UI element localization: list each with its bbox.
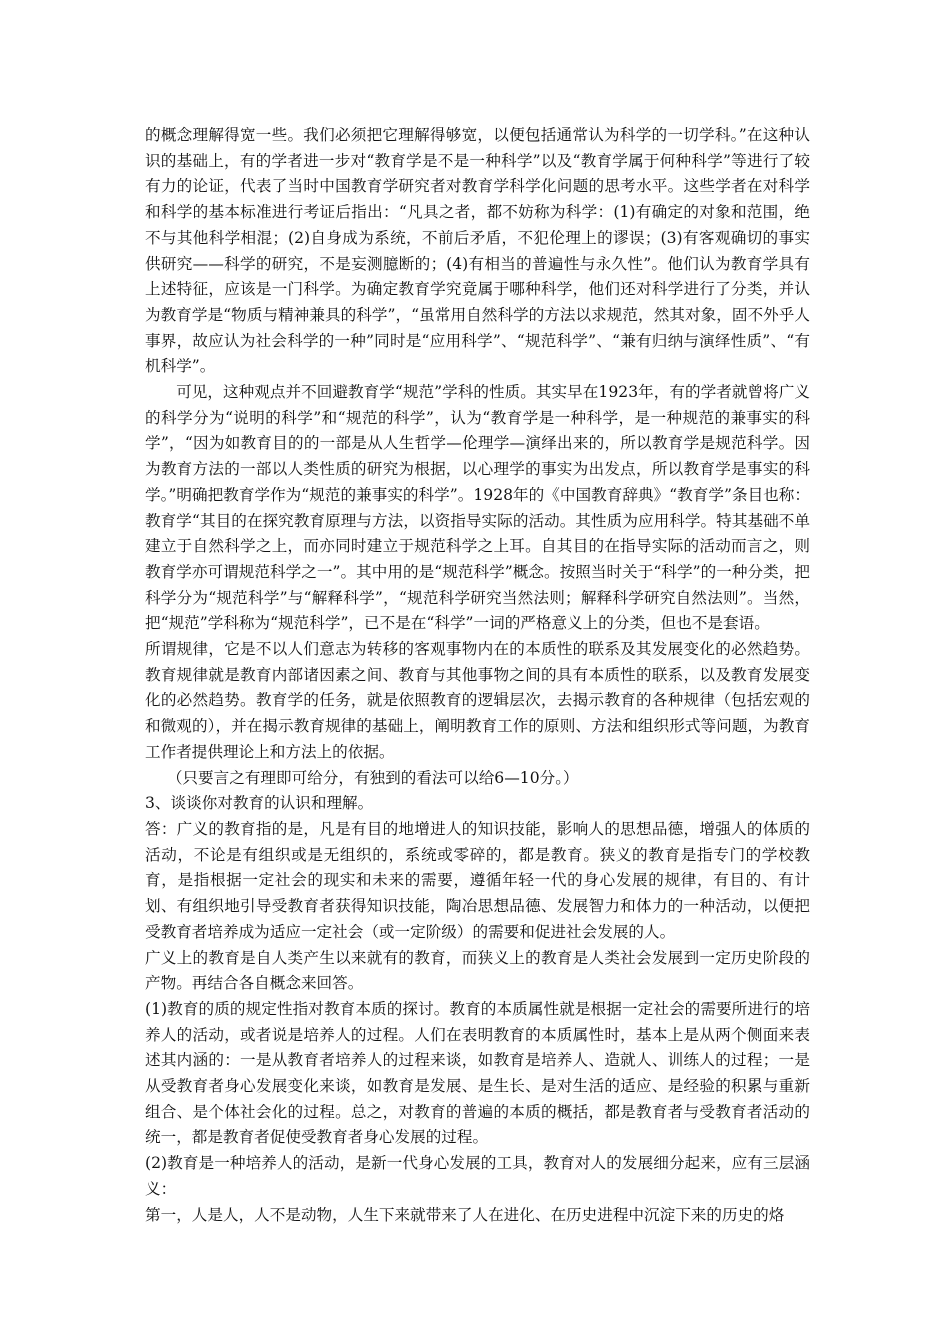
paragraph-normative-science: 可见，这种观点并不回避教育学“规范”学科的性质。其实早在1923年，有的学者就曾将广义的科学分为“说明的科学”和“规范的科学”，认为“教育学是一种科学，是一种规范的兼事实的科学”，“因为如教育目的的一部是从人生哲学—伦理学—演绎出来的，所以教育学是规范科学。因为教育方法的一部以人类性质的研究为根据，以心理学的事实为出发点，所以教育学是事实的科学。”明确把教育学作为“规范的兼事实的科学”。1928年的《中国教育辞典》“教育学”条目也称：教育学“其目的在探究教育原理与方法，以资指导实际的活动。其性质为应用科学。特其基础不单建立于自然科学之上，而亦同时建立于规范科学之上耳。自其目的在指导实际的活动而言之，则教育学亦可谓规范科学之一”。其中用的是“规范科学”概念。按照当时关于“科学”的一种分类，把科学分为“规范科学”与“解释科学”，“规范科学研究当然法则；解释科学研究自然法则”。当然，把“规范”学科称为“规范科学”，已不是在“科学”一词的严格意义上的分类，但也不是套语。 — [145, 383, 810, 633]
answer-broad-narrow-education: 答：广义的教育指的是，凡是有目的地增进人的知识技能，影响人的思想品德，增强人的体质的活动，不论是有组织或是无组织的，系统或零碎的，都是教育。狭义的教育是指专门的学校教育，是指根据一定社会的现实和未来的需要，遵循年轻一代的身心发展的规律，有目的、有计划、有组织地引导受教育者获得知识技能，陶冶思想品德、发展智力和体力的一种活动，以便把受教育者培养成为适应一定社会（或一定阶级）的需要和促进社会发展的人。 — [145, 819, 810, 941]
paragraph-science-definition: 的概念理解得宽一些。我们必须把它理解得够宽，以便包括通常认为科学的一切学科。”在这种认识的基础上，有的学者进一步对“教育学是不是一种科学”以及“教育学属于何种科学”等进行了较有力的论证，代表了当时中国教育学研究者对教育学科学化问题的思考水平。这些学者在对科学和科学的基本标准进行考证后指出：“凡具之者，都不妨称为科学：(1)有确定的对象和范围，绝不与其他科学相混；(2)自身成为系统，不前后矛盾，不犯伦理上的谬误；(3)有客观确切的事实供研究——科学的研究，不是妄测臆断的；(4)有相当的普遍性与永久性”。他们认为教育学具有上述特征，应该是一门科学。为确定教育学究竟属于哪种科学，他们还对科学进行了分类，并认为教育学是“物质与精神兼具的科学”，“虽常用自然科学的方法以求规范，然其对象，固不外乎人事界，故应认为社会科学的一种”同时是“应用科学”、“规范科学”、“兼有归纳与演绎性质”、“有机科学”。 — [145, 126, 810, 376]
paragraph-point-1: (1)教育的质的规定性指对教育本质的探讨。教育的本质属性就是根据一定社会的需要所进行的培养人的活动，或者说是培养人的过程。人们在表明教育的本质属性时，基本上是从两个侧面来表述其内涵的：一是从教育者培养人的过程来谈，如教育是培养人、造就人、训练人的过程；一是从受教育者身心发展变化来谈，如教育是发展、是生长、是对生活的适应、是经验的积累与重新组合、是个体社会化的过程。总之，对教育的普遍的本质的概括，都是教育者与受教育者活动的统一，都是教育者促使受教育者身心发展的过程。 — [145, 999, 810, 1147]
paragraph-education-origins: 广义上的教育是自人类产生以来就有的教育，而狭义上的教育是人类社会发展到一定历史阶段的产物。再结合各自概念来回答。 — [145, 948, 810, 993]
paragraph-first-meaning: 第一，人是人，人不是动物，人生下来就带来了人在进化、在历史进程中沉淀下来的历史的烙 — [145, 1205, 785, 1224]
paragraph-grading-note: （只要言之有理即可给分，有独到的看法可以给6—10分。） — [166, 768, 579, 787]
document-body — [145, 123, 810, 1228]
paragraph-point-2: (2)教育是一种培养人的活动，是新一代身心发展的工具，教育对人的发展细分起来，应有三层涵义： — [145, 1154, 810, 1198]
question-3-heading: 3、谈谈你对教育的认识和理解。 — [145, 794, 374, 813]
paragraph-education-laws: 所谓规律，它是不以人们意志为转移的客观事物内在的本质性的联系及其发展变化的必然趋势。教育规律就是教育内部诸因素之间、教育与其他事物之间的具有本质性的联系，以及教育发展变化的必然趋势。教育学的任务，就是依照教育的逻辑层次，去揭示教育的各种规律（包括宏观的和微观的），并在揭示教育规律的基础上，阐明教育工作的原则、方法和组织形式等问题，为教育工作者提供理论上和方法上的依据。 — [145, 640, 810, 761]
